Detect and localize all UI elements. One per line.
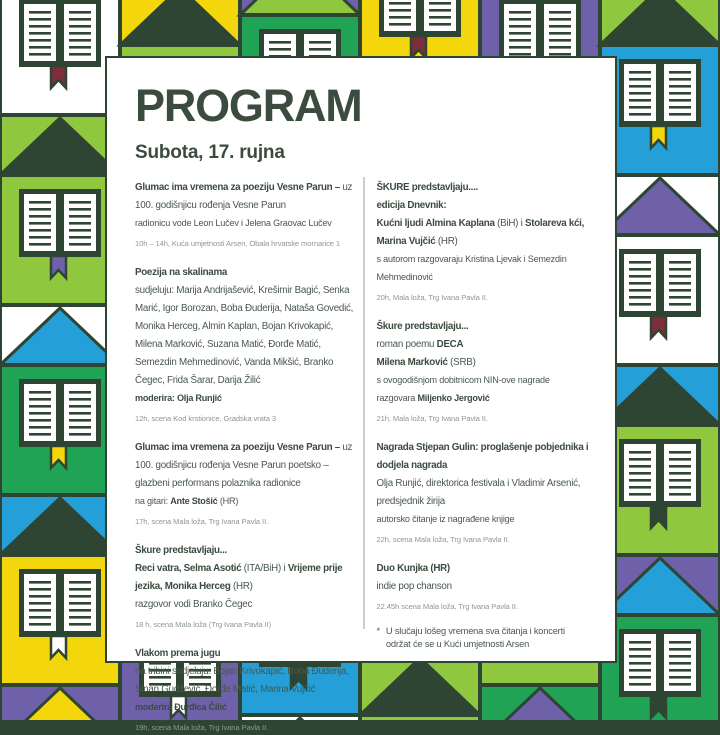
footnote-text: U slučaju lošeg vremena sva čitanja i koncerti održat će se u Kući umjetnosti Arsen	[385, 626, 565, 650]
event-time-venue: 20h, Mala loža, Trg Ivana Pavla II.	[376, 293, 488, 303]
book-house-tile	[0, 365, 120, 495]
event-text: Poezija na skalinama	[135, 267, 228, 279]
date-heading: Subota, 17. rujna	[135, 142, 285, 164]
program-item	[135, 643, 357, 735]
program-item	[135, 177, 357, 251]
event-text: Duo Kunjka (HR)	[376, 563, 450, 575]
program-item	[135, 262, 357, 426]
house-roof-tile	[600, 555, 720, 615]
house-roof-tile	[0, 305, 120, 365]
event-text: na gitari: Ante Stošić (HR)	[135, 496, 239, 507]
house-roof-triangle	[240, 0, 360, 15]
event-text: Nagrada Stjepan Gulin: proglašenje pobjednika i dodjela nagrada	[376, 442, 589, 472]
program-columns	[135, 177, 589, 733]
event-time-venue: 12h, scena Kod krstionice, Gradska vrata 3	[135, 414, 277, 424]
book-house-tile	[600, 425, 720, 555]
event-text: autorsko čitanje iz nagrađene knjige	[376, 514, 515, 525]
page-title: PROGRAM	[135, 80, 362, 131]
house-roof-tile	[0, 115, 120, 175]
book-house-tile	[360, 715, 480, 720]
event-time-venue: 18 h, scena Mala loža (Trg Ivana Pavla II)	[135, 620, 272, 630]
book-house-tile	[0, 0, 120, 115]
program-item	[377, 177, 590, 305]
program-item	[377, 437, 590, 547]
event-text: indie pop chanson	[376, 581, 452, 593]
event-text: edicija Dnevnik:	[376, 200, 447, 212]
house-roof-tile	[240, 0, 360, 15]
event-time-venue: 19h, scena Mala loža, Trg Ivana Pavla II.	[135, 723, 269, 733]
event-text: Škure predstavljaju...	[135, 545, 227, 557]
event-time-venue: 17h, scena Mala loža, Trg Ivana Pavla II.	[135, 517, 269, 527]
book-house-tile	[0, 555, 120, 685]
event-text: Škure predstavljaju...	[376, 321, 469, 333]
event-text: na tribini sudjeluju: Bojan Krivokapić, Boba Đuderija, Sinan Gudžević, Đorđe Matić, Marina Vujčić	[135, 666, 349, 696]
event-text: Olja Runjić, direktorica festivala i Vladimir Arsenić, predsjednik žirija	[376, 478, 581, 508]
column-right	[365, 177, 590, 650]
event-text: sudjeluju: Marija Andrijašević, Krešimir Bagić, Senka Marić, Igor Borozan, Boba Đuderija, Nataša Govedić, Monika Herceg, Almin Kaplan, Bojan Krivokapić, Milena Marković, Suzana Matić, Đorđe Matić, Semezdin Mehmedinović, Vanda Mikšić, Branko Čegec, Frida Šarar, Darija Žilić	[135, 285, 354, 387]
event-text: ŠKURE predstavljaju....	[376, 182, 478, 194]
event-text: Glumac ima vremena za poeziju Vesne Parun – uz 100. godišnjicu rođenja Vesne Parun poetsko – glazbeni performans polaznika radionice	[135, 442, 353, 490]
house-roof-tile	[480, 685, 600, 720]
program-item	[377, 316, 590, 426]
book-house-tile	[600, 235, 720, 365]
event-text: moderira: Olja Runjić	[135, 393, 222, 404]
house-roof-tile	[600, 175, 720, 235]
house-roof-tile	[600, 365, 720, 425]
book-house-tile	[600, 615, 720, 720]
book-house-tile	[600, 45, 720, 175]
book-house-tile	[0, 175, 120, 305]
program-panel	[105, 56, 617, 733]
program-item	[135, 437, 357, 529]
event-text: Kućni ljudi Almina Kaplana (BiH) i Stolareva kći, Marina Vujčić (HR)	[376, 218, 585, 248]
event-time-venue: 10h – 14h, Kuća umjetnosti Arsen, Obala hrvatske mornarice 1	[135, 239, 341, 249]
event-text: radionicu vode Leon Lučev i Jelena Graovac Lučev	[135, 218, 332, 229]
house-roof-tile	[0, 495, 120, 555]
event-text: Vlakom prema jugu	[135, 648, 221, 660]
event-text: roman poemu DECA	[376, 339, 464, 351]
event-text: Glumac ima vremena za poeziju Vesne Parun – uz 100. godišnjicu rođenja Vesne Parun	[135, 182, 353, 212]
house-roof-tile	[360, 655, 480, 715]
program-item	[135, 540, 357, 632]
column-left	[135, 177, 363, 733]
event-text: s ovogodišnjom dobitnicom NIN-ove nagrade razgovara Miljenko Jergović	[376, 375, 550, 404]
event-text: Milena Marković (SRB)	[376, 357, 476, 369]
house-roof-tile	[600, 0, 720, 45]
event-text: razgovor vodi Branko Čegec	[135, 599, 253, 611]
event-text: Reci vatra, Selma Asotić (ITA/BiH) i Vrijeme prije jezika, Monika Herceg (HR)	[135, 563, 343, 593]
event-text: s autorom razgovaraju Kristina Ljevak i Semezdin Mehmedinović	[376, 254, 567, 283]
house-roof-tile	[120, 0, 240, 45]
event-time-venue: 22.45h scena Mala loža, Trg Ivana Pavla II.	[376, 602, 518, 612]
footnote	[377, 625, 590, 651]
event-time-venue: 21h, Mala loža, Trg Ivana Pavla II.	[376, 414, 488, 424]
house-roof-tile	[0, 685, 120, 720]
event-text: moderira Đurđica Čilić	[135, 702, 227, 713]
event-time-venue: 22h, scena Mala loža, Trg Ivana Pavla II.	[376, 535, 510, 545]
footnote-marker: *	[376, 626, 380, 637]
program-item	[377, 558, 590, 614]
